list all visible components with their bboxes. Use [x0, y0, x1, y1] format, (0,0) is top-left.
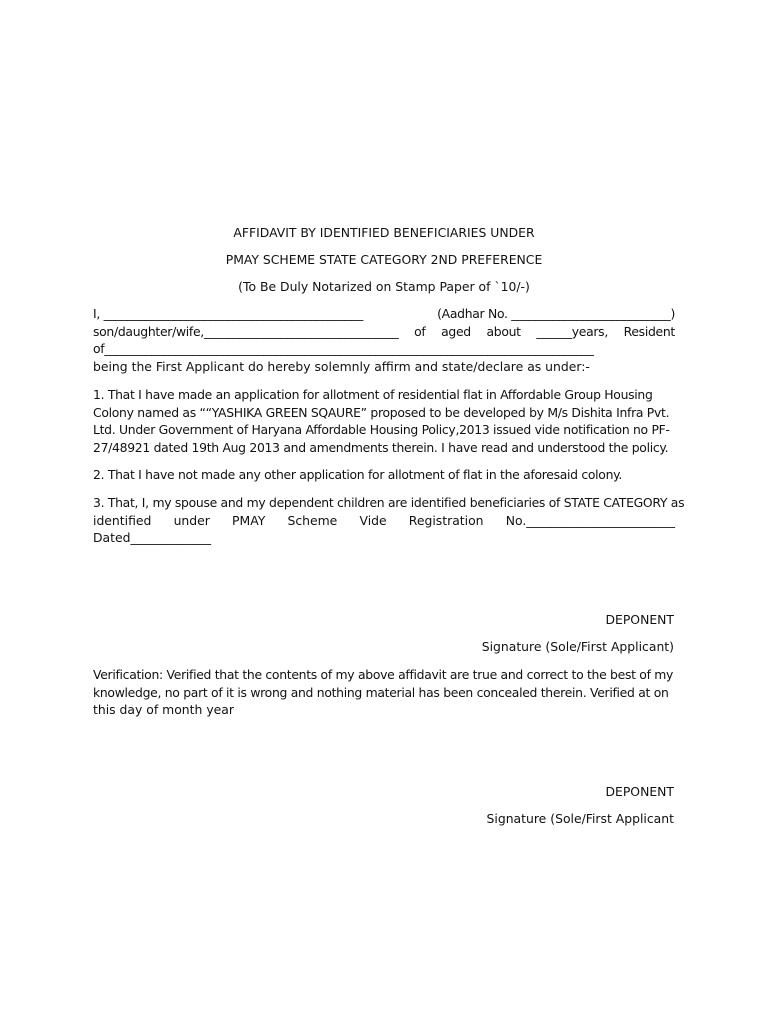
- deponent-label-2: DEPONENT: [605, 784, 674, 799]
- intro-line-2: son/daughter/wife,_________________________________ of aged about ______years, Resident: [93, 323, 675, 339]
- deponent-label-1: DEPONENT: [605, 612, 674, 627]
- signature-label-2: Signature (Sole/First Applicant: [486, 811, 674, 826]
- residence-blank: of___________________________________________________________________________________: [93, 341, 594, 356]
- intro-paragraph: [93, 305, 675, 375]
- title-line-3: (To Be Duly Notarized on Stamp Paper of `10/-): [238, 279, 530, 294]
- aadhar-blank: (Aadhar No. ___________________________): [437, 306, 675, 321]
- registration-blank: No.________________________: [505, 512, 675, 528]
- date-blank: Dated_____________: [93, 530, 212, 545]
- verification-paragraph: Verification: Verified that the contents of my above affidavit are true and correct to the best of my knowledge, no part of it is wrong and nothing material has been concealed therein. Verified at on this day of month year: [93, 667, 674, 717]
- title-line-1: AFFIDAVIT BY IDENTIFIED BENEFICIARIES UNDER: [233, 225, 535, 240]
- paragraph-2: 2. That I have not made any other application for allotment of flat in the aforesaid colony.: [93, 467, 623, 482]
- paragraph-1: 1. That I have made an application for allotment of residential flat in Affordable Group Housing Colony named as ““YASHIKA GREEN SQAURE” proposed to be developed by M/s Dishita Infra Pvt. Ltd. Under Government of Haryana Affordable Housing Policy,2013 issued vide notification no PF- 27/48921 dated 19th Aug 2013 and amendments therein. I have read and understood the policy.: [93, 387, 670, 455]
- registration-line: identified under PMAY Scheme Vide Registration No.________________________: [93, 512, 675, 528]
- intro-line-3: [93, 340, 675, 358]
- title-line-2: PMAY SCHEME STATE CATEGORY 2ND PREFERENCE: [225, 252, 543, 267]
- name-blank: I, ____________________________________________: [93, 306, 364, 321]
- intro-line-1: [93, 305, 675, 323]
- paragraph-3: 3. That, I, my spouse and my dependent children are identified beneficiaries of STATE CATEGORY as identified under PMAY Scheme Vide Registration No.________________________ Dated_____________: [93, 495, 685, 545]
- intro-line-4: being the First Applicant do hereby solemnly affirm and state/declare as under:-: [93, 358, 590, 374]
- signature-label-1: Signature (Sole/First Applicant): [481, 639, 674, 654]
